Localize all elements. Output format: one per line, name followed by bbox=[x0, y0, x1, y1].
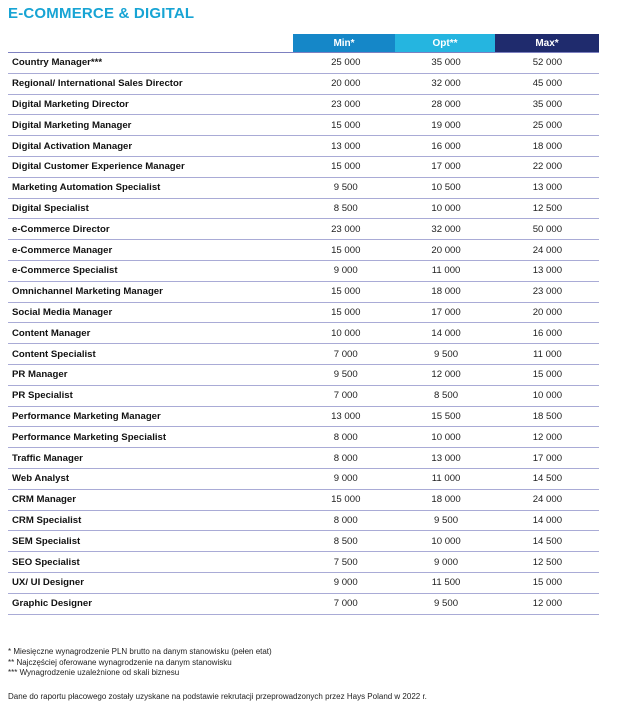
job-title-cell: e-Commerce Manager bbox=[12, 244, 113, 256]
max-salary-cell: 12 500 bbox=[532, 202, 563, 214]
min-salary-cell: 7 500 bbox=[333, 556, 358, 568]
table-row bbox=[8, 552, 599, 573]
opt-salary-cell: 9 500 bbox=[434, 348, 459, 360]
job-title-cell: Country Manager*** bbox=[12, 57, 103, 69]
table-row bbox=[8, 303, 599, 324]
job-title-cell: UX/ UI Designer bbox=[12, 577, 84, 589]
min-salary-cell: 13 000 bbox=[331, 140, 361, 152]
min-salary-cell: 15 000 bbox=[331, 494, 361, 506]
footnote: ** Najczęściej oferowane wynagrodzenie na danym stanowisku bbox=[8, 657, 232, 667]
job-title-cell: Web Analyst bbox=[12, 473, 70, 485]
min-salary-cell: 10 000 bbox=[331, 327, 361, 339]
max-salary-cell: 17 000 bbox=[532, 452, 563, 464]
table-row bbox=[8, 344, 599, 365]
job-title-cell: Performance Marketing Manager bbox=[12, 410, 161, 422]
job-title-cell: Content Specialist bbox=[12, 348, 96, 360]
min-salary-cell: 9 500 bbox=[333, 369, 358, 381]
table-row bbox=[8, 74, 599, 95]
job-title-cell: Graphic Designer bbox=[12, 598, 92, 610]
opt-salary-cell: 10 500 bbox=[431, 182, 461, 194]
opt-salary-cell: 19 000 bbox=[431, 119, 461, 131]
max-salary-cell: 15 000 bbox=[532, 369, 563, 381]
job-title-cell: Marketing Automation Specialist bbox=[12, 182, 161, 194]
job-title-cell: Performance Marketing Specialist bbox=[12, 431, 167, 443]
max-salary-cell: 24 000 bbox=[532, 244, 563, 256]
min-salary-cell: 8 500 bbox=[333, 535, 358, 547]
min-salary-cell: 23 000 bbox=[331, 98, 361, 110]
min-salary-cell: 25 000 bbox=[331, 57, 361, 69]
job-title-cell: Digital Marketing Director bbox=[12, 98, 129, 110]
min-salary-cell: 9 000 bbox=[333, 265, 358, 277]
table-row bbox=[8, 365, 599, 386]
opt-salary-cell: 11 500 bbox=[431, 577, 461, 589]
opt-salary-cell: 9 500 bbox=[434, 514, 459, 526]
min-salary-cell: 15 000 bbox=[331, 286, 361, 298]
job-title-cell: PR Specialist bbox=[12, 390, 73, 402]
job-title-cell: PR Manager bbox=[12, 369, 68, 381]
opt-salary-cell: 11 000 bbox=[431, 265, 461, 277]
footnote: *** Wynagrodzenie uzależnione od skali biznesu bbox=[8, 668, 180, 677]
opt-salary-cell: 8 500 bbox=[434, 390, 459, 402]
job-title-cell: Content Manager bbox=[12, 327, 91, 339]
min-salary-cell: 7 000 bbox=[333, 598, 358, 610]
max-salary-cell: 11 000 bbox=[533, 348, 562, 360]
min-salary-cell: 8 000 bbox=[333, 514, 358, 526]
footnotes bbox=[8, 647, 427, 702]
min-salary-cell: 8 000 bbox=[333, 452, 358, 464]
opt-salary-cell: 10 000 bbox=[431, 202, 461, 214]
table-row bbox=[8, 115, 599, 136]
max-salary-cell: 14 000 bbox=[532, 514, 563, 526]
max-salary-cell: 52 000 bbox=[532, 57, 563, 69]
job-title-cell: Traffic Manager bbox=[12, 452, 83, 464]
table-row bbox=[8, 178, 599, 199]
table-row bbox=[8, 282, 599, 303]
opt-salary-cell: 13 000 bbox=[431, 452, 461, 464]
job-title-cell: Digital Activation Manager bbox=[12, 140, 133, 152]
max-salary-cell: 23 000 bbox=[532, 286, 563, 298]
job-title-cell: Digital Specialist bbox=[12, 202, 89, 214]
table-row bbox=[8, 573, 599, 594]
opt-salary-cell: 14 000 bbox=[431, 327, 461, 339]
job-title-cell: e-Commerce Specialist bbox=[12, 265, 118, 277]
salary-table bbox=[8, 52, 599, 615]
min-salary-cell: 20 000 bbox=[331, 78, 361, 90]
min-salary-cell: 23 000 bbox=[331, 223, 361, 235]
table-row bbox=[8, 261, 599, 282]
job-title-cell: CRM Specialist bbox=[12, 514, 82, 526]
min-salary-cell: 8 000 bbox=[333, 431, 358, 443]
table-row bbox=[8, 199, 599, 220]
min-salary-cell: 15 000 bbox=[331, 306, 361, 318]
opt-salary-cell: 10 000 bbox=[431, 535, 461, 547]
source-note: Dane do raportu płacowego zostały uzyskane na podstawie rekrutacji przeprowadzonych przez Hays Poland w 2022 r. bbox=[8, 691, 427, 701]
max-salary-cell: 45 000 bbox=[532, 78, 563, 90]
table-row bbox=[8, 386, 599, 407]
opt-salary-cell: 18 000 bbox=[431, 286, 461, 298]
min-salary-cell: 9 500 bbox=[333, 182, 358, 194]
table-row bbox=[8, 469, 599, 490]
opt-salary-cell: 18 000 bbox=[431, 494, 461, 506]
job-title-cell: Digital Marketing Manager bbox=[12, 119, 132, 131]
max-salary-cell: 15 000 bbox=[532, 577, 563, 589]
column-header-min: Min* bbox=[293, 34, 395, 52]
table-row bbox=[8, 323, 599, 344]
max-salary-cell: 16 000 bbox=[532, 327, 563, 339]
footnote: * Miesięczne wynagrodzenie PLN brutto na danym stanowisku (pełen etat) bbox=[8, 647, 272, 656]
opt-salary-cell: 11 000 bbox=[431, 473, 461, 485]
opt-salary-cell: 17 000 bbox=[431, 306, 461, 318]
opt-salary-cell: 9 500 bbox=[434, 598, 459, 610]
table-row bbox=[8, 490, 599, 511]
max-salary-cell: 12 000 bbox=[532, 598, 563, 610]
column-header-max: Max* bbox=[495, 34, 599, 52]
min-salary-cell: 9 000 bbox=[333, 577, 358, 589]
opt-salary-cell: 16 000 bbox=[431, 140, 461, 152]
max-salary-cell: 20 000 bbox=[532, 306, 563, 318]
job-title-cell: SEM Specialist bbox=[12, 535, 81, 547]
opt-salary-cell: 28 000 bbox=[431, 98, 461, 110]
table-row bbox=[8, 136, 599, 157]
opt-salary-cell: 12 000 bbox=[431, 369, 461, 381]
min-salary-cell: 9 000 bbox=[333, 473, 358, 485]
opt-salary-cell: 15 500 bbox=[431, 410, 461, 422]
max-salary-cell: 14 500 bbox=[532, 535, 563, 547]
table-row bbox=[8, 219, 599, 240]
max-salary-cell: 12 000 bbox=[532, 431, 563, 443]
opt-salary-cell: 35 000 bbox=[431, 57, 461, 69]
min-salary-cell: 15 000 bbox=[331, 161, 361, 173]
max-salary-cell: 22 000 bbox=[532, 161, 563, 173]
job-title-cell: e-Commerce Director bbox=[12, 223, 110, 235]
max-salary-cell: 18 500 bbox=[532, 410, 563, 422]
column-header-opt: Opt** bbox=[395, 34, 495, 52]
opt-salary-cell: 32 000 bbox=[431, 223, 461, 235]
table-row bbox=[8, 594, 599, 615]
min-salary-cell: 15 000 bbox=[331, 244, 361, 256]
table-row bbox=[8, 427, 599, 448]
job-title-cell: Omnichannel Marketing Manager bbox=[12, 286, 163, 298]
max-salary-cell: 13 000 bbox=[532, 182, 563, 194]
min-salary-cell: 8 500 bbox=[333, 202, 358, 214]
job-title-cell: SEO Specialist bbox=[12, 556, 80, 568]
max-salary-cell: 14 500 bbox=[532, 473, 563, 485]
min-salary-cell: 13 000 bbox=[331, 410, 361, 422]
job-title-cell: Regional/ International Sales Director bbox=[12, 78, 183, 90]
max-salary-cell: 12 500 bbox=[532, 556, 563, 568]
max-salary-cell: 24 000 bbox=[532, 494, 563, 506]
table-row bbox=[8, 157, 599, 178]
max-salary-cell: 18 000 bbox=[532, 140, 563, 152]
opt-salary-cell: 9 000 bbox=[434, 556, 459, 568]
max-salary-cell: 25 000 bbox=[532, 119, 563, 131]
max-salary-cell: 50 000 bbox=[532, 223, 563, 235]
table-row bbox=[8, 240, 599, 261]
job-title-cell: Digital Customer Experience Manager bbox=[12, 161, 185, 173]
min-salary-cell: 15 000 bbox=[331, 119, 361, 131]
job-title-cell: CRM Manager bbox=[12, 494, 76, 506]
min-salary-cell: 7 000 bbox=[333, 390, 358, 402]
page-title: E-COMMERCE & DIGITAL bbox=[8, 5, 195, 22]
table-row bbox=[8, 95, 599, 116]
table-row bbox=[8, 511, 599, 532]
table-row bbox=[8, 531, 599, 552]
table-row bbox=[8, 53, 599, 74]
opt-salary-cell: 32 000 bbox=[431, 78, 461, 90]
max-salary-cell: 13 000 bbox=[532, 265, 563, 277]
table-row bbox=[8, 407, 599, 428]
max-salary-cell: 35 000 bbox=[532, 98, 563, 110]
opt-salary-cell: 17 000 bbox=[431, 161, 461, 173]
min-salary-cell: 7 000 bbox=[333, 348, 358, 360]
job-title-cell: Social Media Manager bbox=[12, 306, 113, 318]
opt-salary-cell: 20 000 bbox=[431, 244, 461, 256]
table-row bbox=[8, 448, 599, 469]
opt-salary-cell: 10 000 bbox=[431, 431, 461, 443]
max-salary-cell: 10 000 bbox=[532, 390, 563, 402]
